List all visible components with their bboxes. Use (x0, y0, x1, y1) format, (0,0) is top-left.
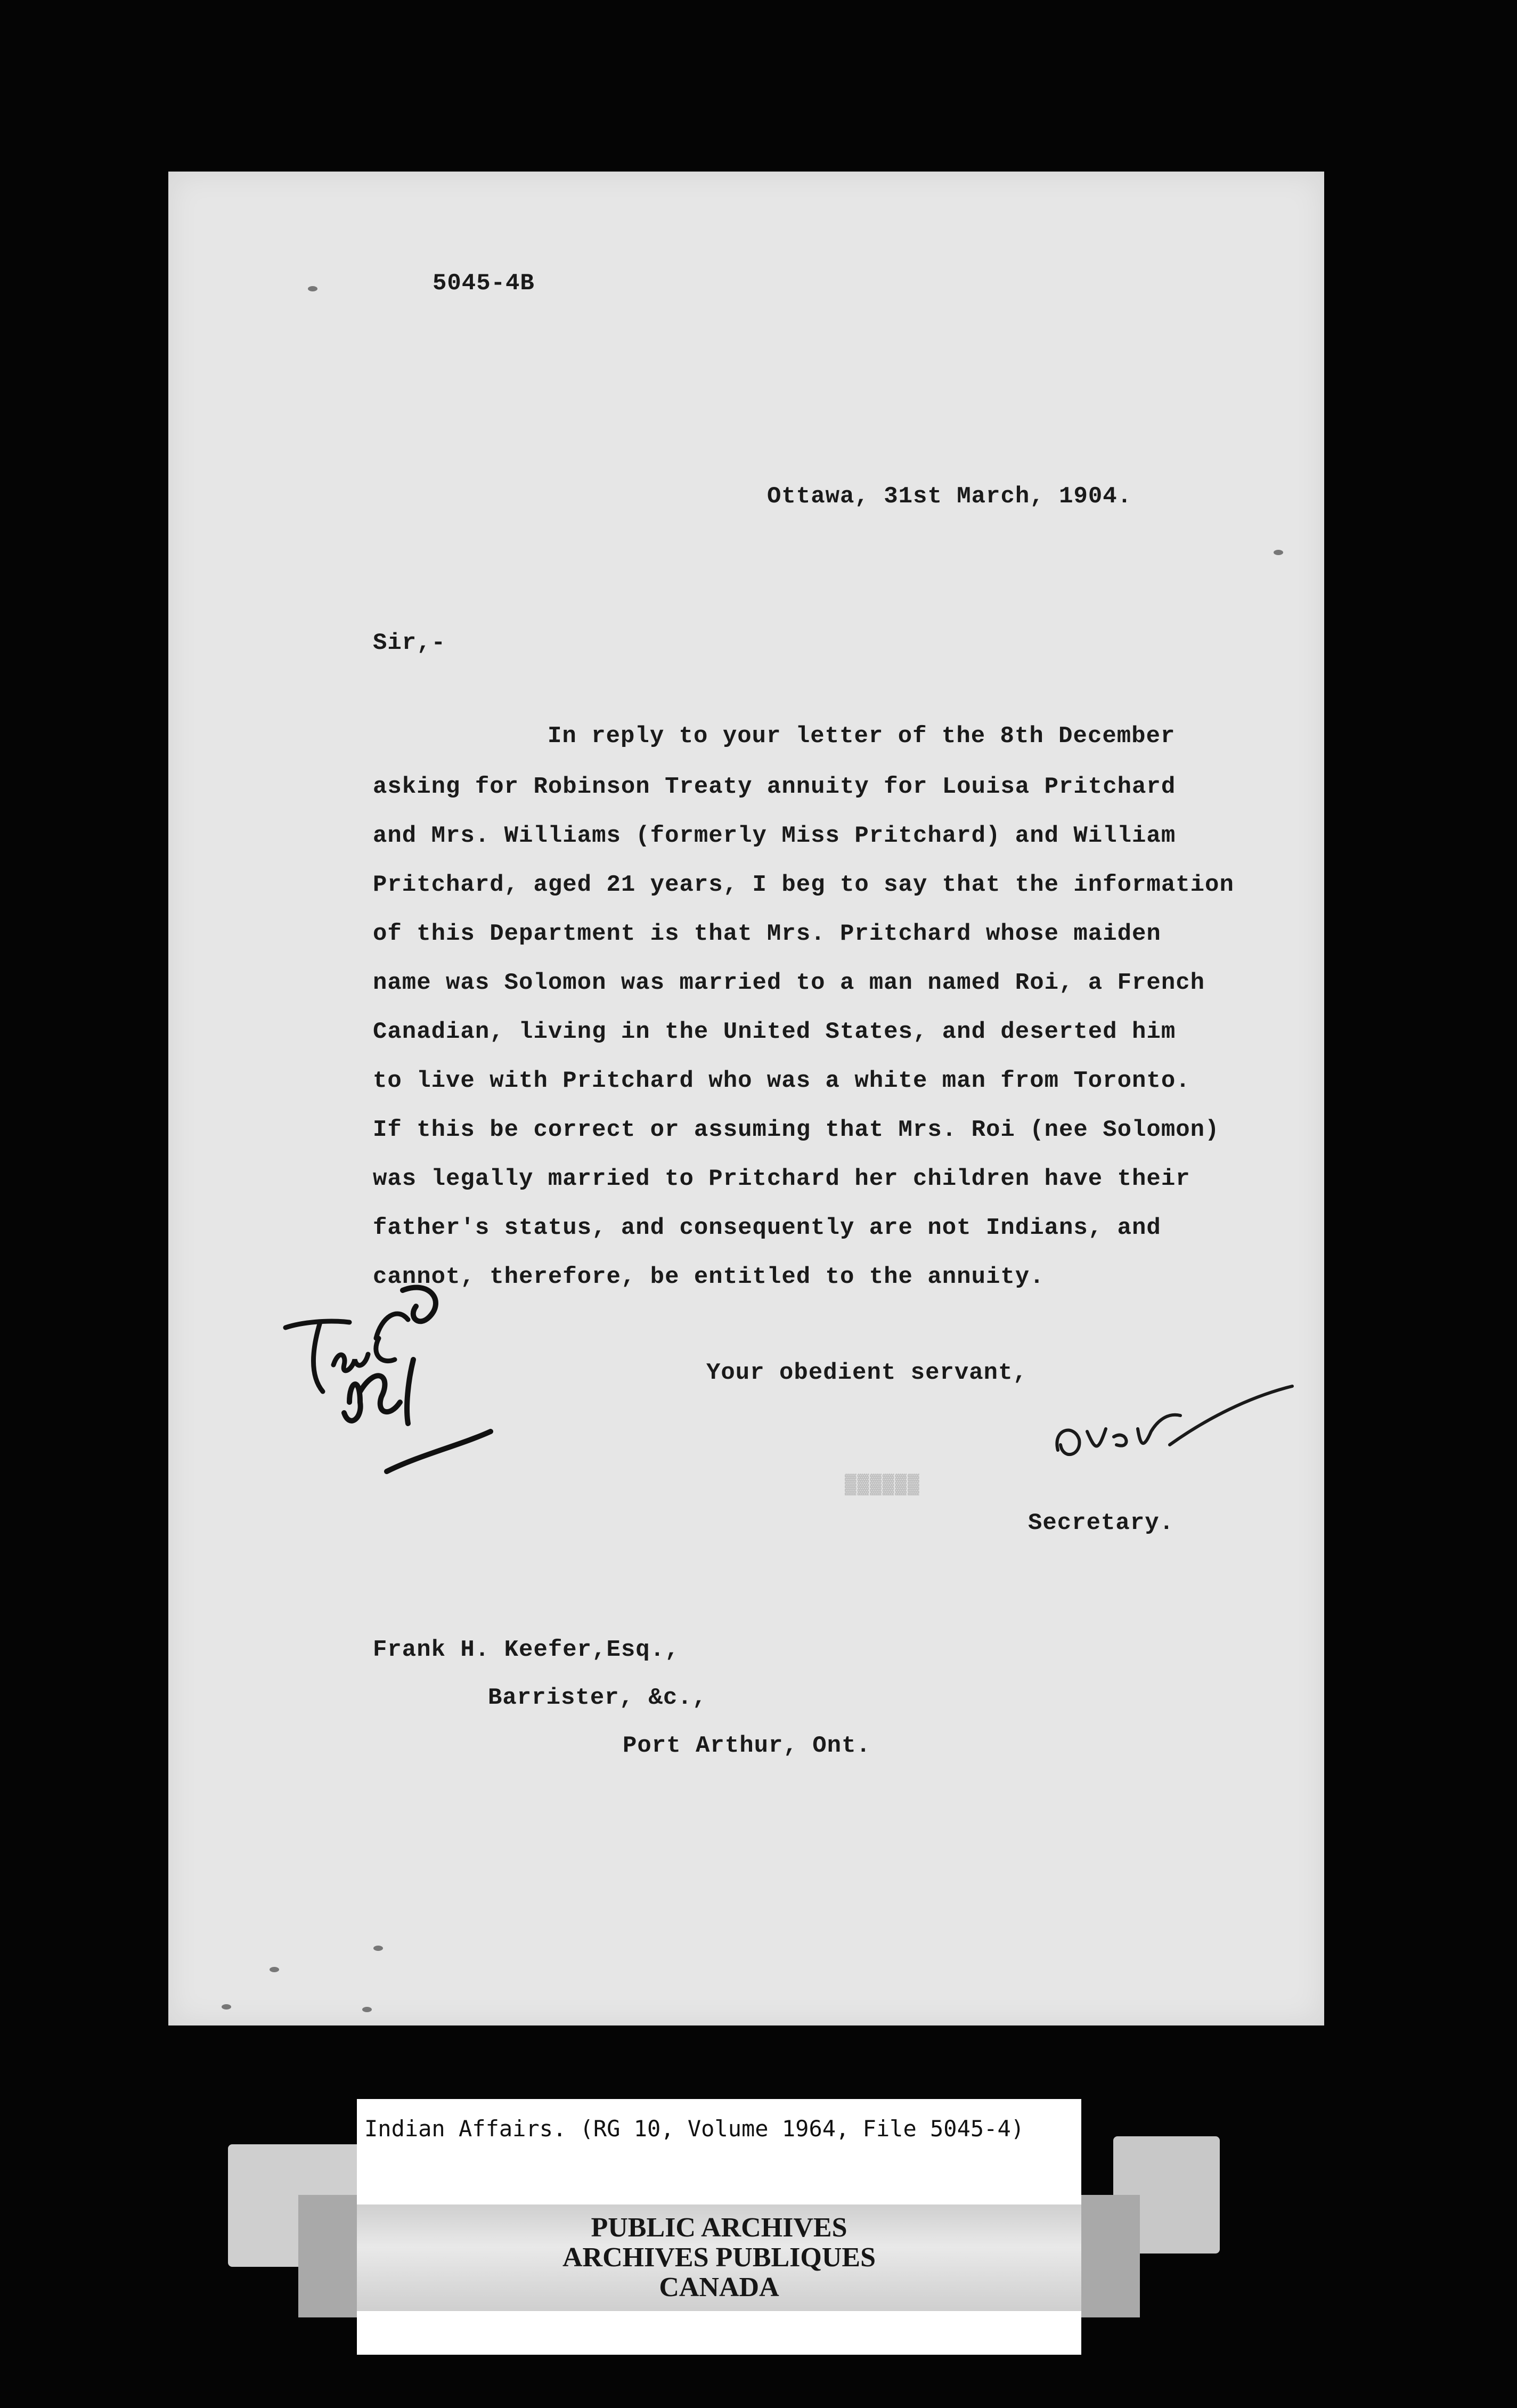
body-line: Canadian, living in the United States, and deserted him (373, 1019, 1176, 1045)
pin-mark (362, 2007, 372, 2012)
date-line: Ottawa, 31st March, 1904. (767, 483, 1132, 510)
pin-mark (270, 1967, 279, 1972)
stamp-line: ARCHIVES PUBLIQUES (562, 2242, 876, 2273)
body-line: name was Solomon was married to a man named Roi, a French (373, 970, 1205, 996)
handwritten-initials (270, 1269, 515, 1514)
body-line: In reply to your letter of the 8th December (548, 723, 1176, 750)
body-line: cannot, therefore, be entitled to the annuity. (373, 1264, 1045, 1290)
address-line: Port Arthur, Ont. (623, 1732, 871, 1759)
pin-mark (222, 2004, 231, 2010)
file-reference: 5045-4B (433, 270, 535, 297)
signature-title: Secretary. (1028, 1510, 1175, 1536)
faint-stamp-mark: ▓▓▓▓▓▓ (845, 1474, 920, 1495)
body-line: of this Department is that Mrs. Pritchard whose maiden (373, 921, 1161, 947)
archive-reference-label (357, 2099, 1081, 2158)
pin-mark (308, 286, 317, 291)
address-line: Barrister, &c., (488, 1685, 707, 1711)
closing-line: Your obedient servant, (706, 1360, 1027, 1386)
stamp-line: PUBLIC ARCHIVES (591, 2212, 847, 2243)
body-line: father's status, and consequently are not Indians, and (373, 1215, 1161, 1241)
body-line: If this be correct or assuming that Mrs. Roi (nee Solomon) (373, 1117, 1220, 1143)
pin-mark (373, 1946, 383, 1951)
archive-stamp (357, 2158, 1081, 2355)
address-line: Frank H. Keefer,Esq., (373, 1637, 680, 1663)
archive-reference-text: Indian Affairs. (RG 10, Volume 1964, File 5045-4) (364, 2115, 1025, 2142)
salutation: Sir,- (373, 630, 446, 656)
body-line: and Mrs. Williams (formerly Miss Pritchard) and William (373, 823, 1176, 849)
pin-mark (1274, 550, 1283, 555)
body-line: to live with Pritchard who was a white man from Toronto. (373, 1068, 1190, 1094)
body-line: was legally married to Pritchard her children have their (373, 1166, 1190, 1192)
body-line: asking for Robinson Treaty annuity for Louisa Pritchard (373, 774, 1176, 800)
handwritten-over-note (1047, 1370, 1303, 1477)
svg-text:over: over (1047, 1370, 1049, 1371)
body-line: Pritchard, aged 21 years, I beg to say that the information (373, 872, 1234, 898)
letter-page (168, 172, 1324, 2025)
stamp-line: CANADA (659, 2272, 779, 2303)
